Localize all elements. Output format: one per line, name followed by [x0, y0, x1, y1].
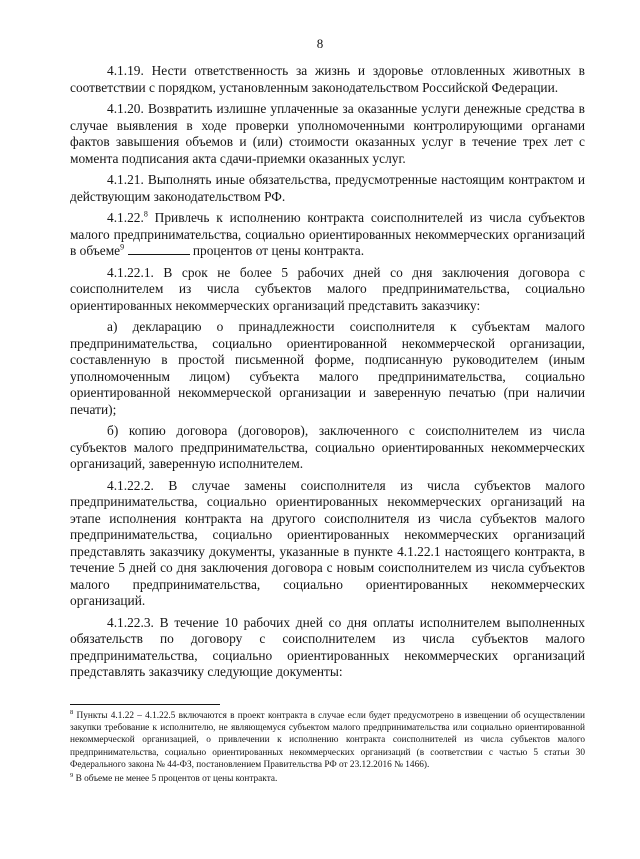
paragraph-item-b: б) копию договора (договоров), заключенного с соисполнителем из числа субъектов малого предпринимательства, социально ориентированных некоммерческих организаций, заверенную исполнителем. — [70, 423, 585, 471]
footnote-divider — [70, 704, 220, 705]
fill-in-blank — [128, 243, 190, 255]
paragraph-4-1-22 — [70, 210, 585, 260]
paragraph-4-1-22-2: 4.1.22.2. В случае замены соисполнителя из числа субъектов малого предпринимательства, социально ориентированных некоммерческих организаций на этапе исполнения контракта на другого соисполнителя из числа субъектов малого предпринимательства, социально ориентированных некоммерческих организаций представлять заказчику документы, указанные в пункте 4.1.22.1 настоящего контракта, в течение 5 дней со дня заключения договора с новым соисполнителем из числа субъектов малого предпринимательства, социально ориентированных некоммерческих организаций. — [70, 477, 585, 608]
paragraph-text: Привлечь к исполнению контракта соисполнителей из числа субъектов малого предпринимательства, социально ориентированных некоммерческих организаций в объеме — [70, 210, 585, 258]
paragraph-4-1-22-3: 4.1.22.3. В течение 10 рабочих дней со дня оплаты исполнителем выполненных обязательств по договору с соисполнителем из числа субъектов малого предпринимательства, социально ориентированных некоммерческих организаций представлять заказчику следующие документы: — [70, 614, 585, 679]
footnote-mark: 9 — [70, 771, 74, 779]
paragraph-4-1-19: 4.1.19. Нести ответственность за жизнь и здоровье отловленных животных в соответствии с порядком, установленным законодательством Российской Федерации. — [70, 63, 585, 95]
footnote-ref-8[interactable]: 8 — [143, 209, 148, 219]
footnote-ref-9[interactable]: 9 — [120, 242, 125, 252]
paragraph-4-1-22-1: 4.1.22.1. В срок не более 5 рабочих дней со дня заключения договора с соисполнителем из числа субъектов малого предпринимательства, социально ориентированных некоммерческих организаций представить заказчику: — [70, 264, 585, 313]
paragraph-text-end: процентов от цены контракта. — [189, 243, 365, 258]
footnote-mark: 8 — [70, 708, 74, 716]
footnotes — [70, 710, 585, 787]
paragraph-4-1-20: 4.1.20. Возвратить излишне уплаченные за оказанные услуги денежные средства в случае выявления в ходе проверки уполномоченными контролирующими органами фактов завышения объемов и (или) стоимости оказанных услуг в течение трех лет с момента подписания акта сдачи-приемки оказанных услуг. — [70, 101, 585, 166]
document-body — [70, 63, 585, 686]
page-number: 8 — [316, 36, 324, 51]
paragraph-item-a: а) декларацию о принадлежности соисполнителя к субъектам малого предпринимательства, социально ориентированной некоммерческой организации, составленную в простой письменной форме, подписанную руководителем (иным уполномоченным лицом) субъекта малого предпринимательства, социально ориентированной некоммерческой организации и заверенную печатью (при наличии печати); — [70, 319, 585, 417]
paragraph-4-1-21: 4.1.21. Выполнять иные обязательства, предусмотренные настоящим контрактом и действующим законодательством РФ. — [70, 172, 585, 204]
footnote-9 — [70, 773, 585, 785]
paragraph-number: 4.1.22. — [107, 210, 144, 225]
footnote-text: Пункты 4.1.22 – 4.1.22.5 включаются в проект контракта в случае если будет предусмотрено в извещении об осуществлении закупки требование к исполнителю, не являющемуся субъектом малого предпринимательства или социально ориентированной некоммерческой организацией, о привлечении к исполнению контракта соисполнителей из числа субъектов малого предпринимательства, социально ориентированных некоммерческих организаций (в соответствии с частью 5 статьи 30 Федерального закона № 44-ФЗ, постановлением Правительства РФ от 23.12.2016 № 1466). — [70, 711, 585, 770]
footnote-8 — [70, 710, 585, 771]
footnote-text: В объеме не менее 5 процентов от цены контракта. — [73, 774, 278, 785]
